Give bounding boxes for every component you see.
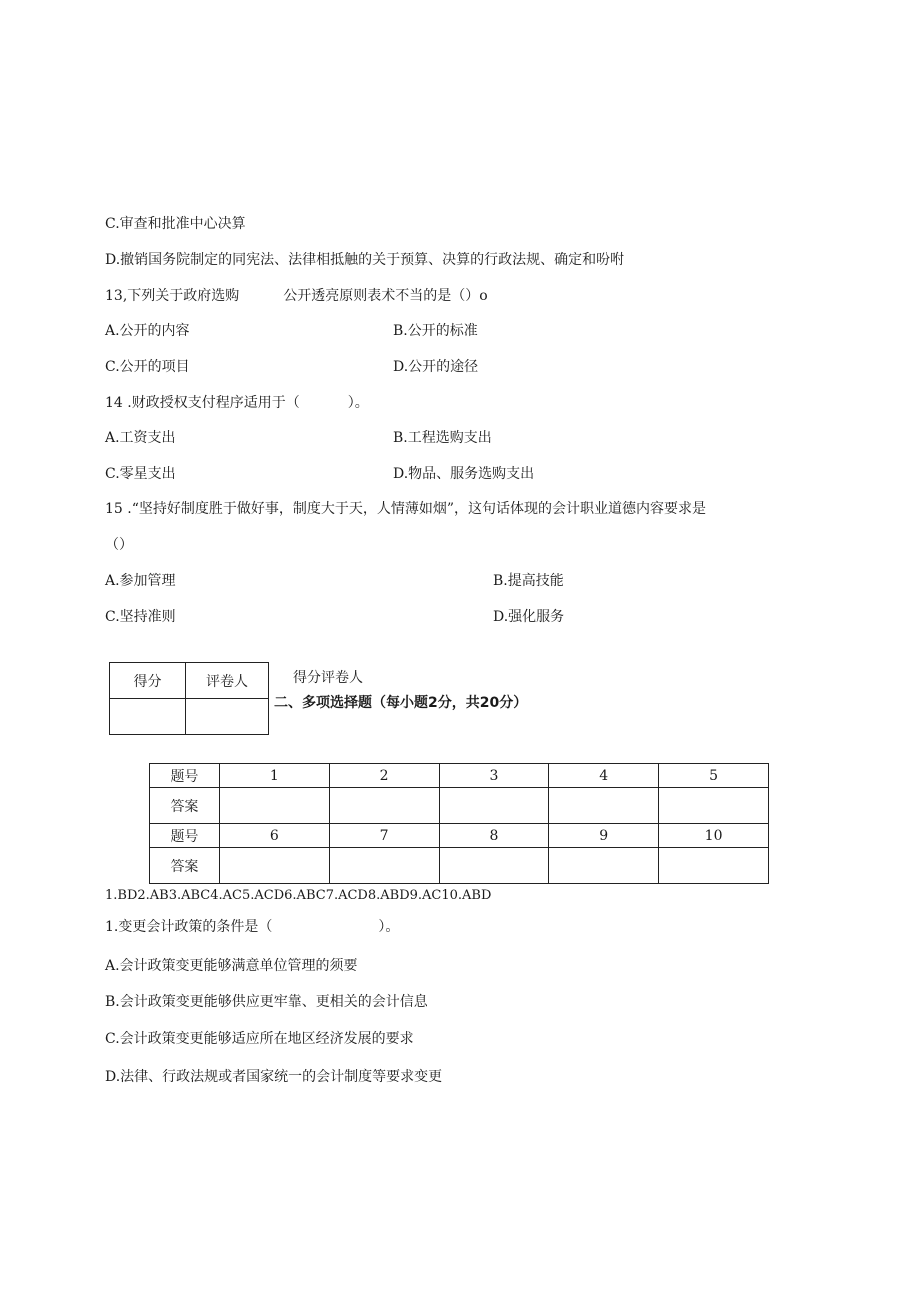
answer-cell[interactable] (329, 848, 439, 884)
q14-stem (105, 393, 369, 413)
answer-row (150, 848, 769, 884)
answer-cell[interactable] (659, 788, 769, 824)
mq1-option-c: C.会计政策变更能够适应所在地区经济发展的要求 (105, 1031, 414, 1047)
score-cell (110, 699, 186, 735)
answer-cell[interactable] (549, 788, 659, 824)
reviewer-header: 评卷人 (186, 663, 269, 699)
question-number: 2 (329, 764, 439, 788)
section-score-label: 得分评卷人 (293, 670, 363, 686)
question-number: 3 (439, 764, 549, 788)
q14-option-d: D.物品、服务选购支出 (393, 466, 535, 482)
q15-paren: （） (105, 537, 133, 553)
answer-cell[interactable] (549, 848, 659, 884)
q15-option-b: B.提高技能 (493, 573, 564, 589)
mq1-stem-part1: 1.变更会计政策的条件是（ (105, 919, 273, 935)
question-number: 9 (549, 824, 659, 848)
q13-stem-part1: 13,下列关于政府选购 (105, 288, 240, 304)
answer-cell[interactable] (329, 788, 439, 824)
q15-option-c: C.坚持准则 (105, 609, 176, 625)
q13-option-a: A.公开的内容 (105, 323, 190, 339)
question-number: 8 (439, 824, 549, 848)
row-label: 答案 (150, 788, 220, 824)
question-number: 5 (659, 764, 769, 788)
number-row (150, 764, 769, 788)
q14-option-c: C.零星支出 (105, 466, 176, 482)
row-label: 题号 (150, 764, 220, 788)
q13-option-c: C.公开的项目 (105, 359, 190, 375)
answer-cell[interactable] (439, 788, 549, 824)
row-label: 题号 (150, 824, 220, 848)
question-number: 10 (659, 824, 769, 848)
score-header: 得分 (110, 663, 186, 699)
q15-stem: 15 .“坚持好制度胜于做好事，制度大于天，人情薄如烟”，这句话体现的会计职业道德内容要求是 (105, 501, 707, 517)
answer-cell[interactable] (439, 848, 549, 884)
mq1-option-b: B.会计政策变更能够供应更牢靠、更相关的会计信息 (105, 994, 428, 1010)
q14-stem-part1: 14 .财政授权支付程序适用于（ (105, 395, 300, 411)
mq1-stem-part2: ）。 (378, 919, 400, 935)
mq1-option-a: A.会计政策变更能够满意单位管理的须要 (105, 958, 358, 974)
q13-stem (105, 286, 488, 306)
answer-table (149, 763, 769, 884)
q14-option-a: A.工资支出 (105, 430, 176, 446)
mq1-stem (105, 917, 399, 937)
mq1-option-d: D.法律、行政法规或者国家统一的会计制度等要求变更 (105, 1069, 443, 1085)
q14-stem-part2: ）。 (347, 395, 369, 411)
q14-option-b: B.工程选购支出 (393, 430, 492, 446)
answer-cell[interactable] (659, 848, 769, 884)
question-number: 1 (219, 764, 329, 788)
reviewer-cell (186, 699, 269, 735)
q13-option-d: D.公开的途径 (393, 359, 479, 375)
q15-option-a: A.参加管理 (105, 573, 176, 589)
q13-stem-part2: 公开透亮原则表术不当的是（）o (283, 288, 488, 304)
score-box (109, 662, 269, 735)
q12-option-c: C.审查和批准中心决算 (105, 216, 246, 232)
question-number: 6 (219, 824, 329, 848)
question-number: 7 (329, 824, 439, 848)
answer-key: 1.BD2.AB3.ABC4.AC5.ACD6.ABC7.ACD8.ABD9.AC10.ABD (105, 888, 492, 903)
q15-option-d: D.强化服务 (493, 609, 565, 625)
answer-cell[interactable] (219, 848, 329, 884)
q12-option-d: D.撤销国务院制定的同宪法、法律相抵触的关于预算、决算的行政法规、确定和吩咐 (105, 252, 625, 268)
answer-cell[interactable] (219, 788, 329, 824)
question-number: 4 (549, 764, 659, 788)
section-title: 二、多项选择题（每小题2分，共20分） (274, 695, 528, 711)
answer-row (150, 788, 769, 824)
row-label: 答案 (150, 848, 220, 884)
number-row (150, 824, 769, 848)
q13-option-b: B.公开的标准 (393, 323, 478, 339)
